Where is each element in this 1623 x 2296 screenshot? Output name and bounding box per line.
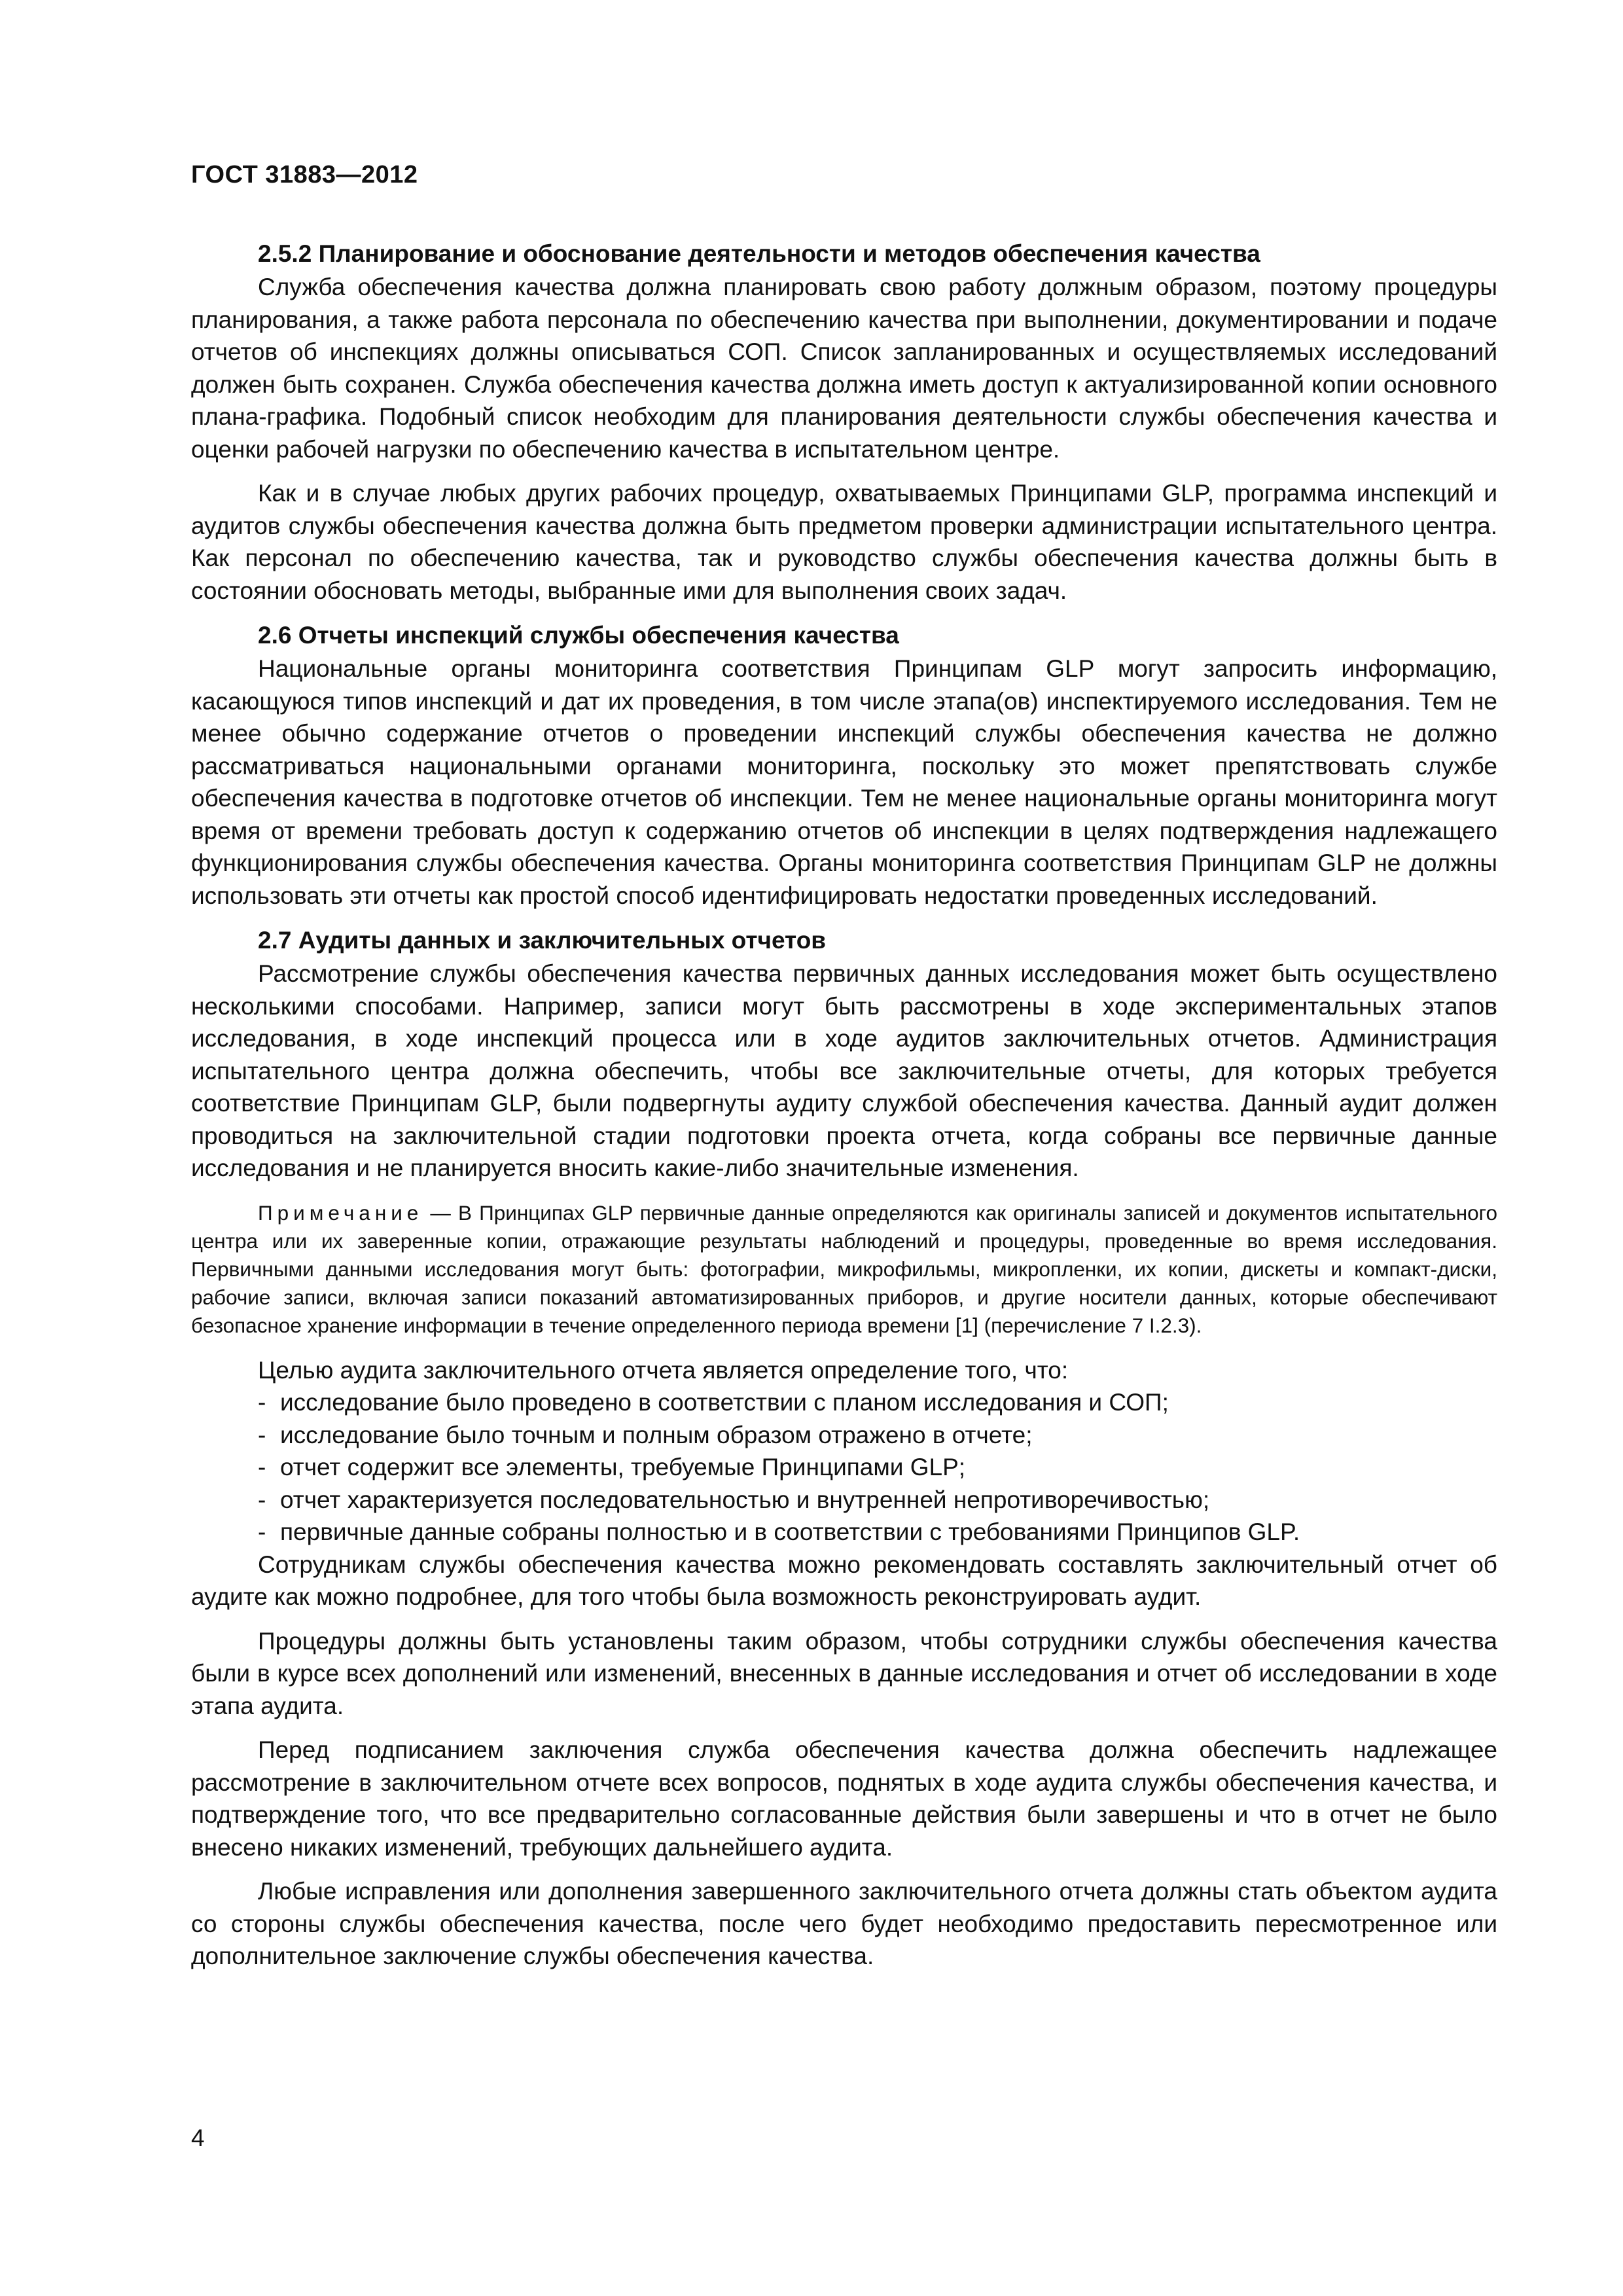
- paragraph: Как и в случае любых других рабочих процедур, охватываемых Принципами GLP, программа инспекций и аудитов службы обеспечения качества должна быть предметом проверки администрации испытательного центра. Как персонал по обеспечению качества, так и руководство службы обеспечения качества должны быть в состоянии обосновать методы, выбранные ими для выполнения своих задач.: [191, 480, 1497, 604]
- note-label: Примечание: [258, 1200, 423, 1225]
- standard-designation: ГОСТ 31883—2012: [191, 161, 418, 188]
- note-text: — В Принципах GLP первичные данные определяются как оригиналы записей и документов испытательного центра или их заверенные копии, отражающие результаты наблюдений и процедуры, проведенные во время исследования. Первичными данными исследования могут быть: фотографии, микрофильмы, микропленки, их копии, дискеты и компакт-диски, рабочие записи, включая записи показаний автоматизированных приборов, и другие носители данных, которые обеспечивают безопасное хранение информации в течение определенного периода времени [1] (перечисление 7 I.2.3).: [191, 1200, 1497, 1337]
- paragraph: Процедуры должны быть установлены таким образом, чтобы сотрудники службы обеспечения качества были в курсе всех дополнений или изменений, внесенных в данные исследования и отчет об исследовании в ходе этапа аудита.: [191, 1627, 1497, 1719]
- paragraph: Любые исправления или дополнения завершенного заключительного отчета должны стать объектом аудита со стороны службы обеспечения качества, после чего будет необходимо предоставить пересмотренное или дополнительное заключение службы обеспечения качества.: [191, 1878, 1497, 1969]
- section-heading-2-7: 2.7 Аудиты данных и заключительных отчетов: [258, 927, 827, 954]
- section-heading-2-5-2: 2.5.2 Планирование и обоснование деятельности и методов обеспечения качества: [258, 240, 1260, 267]
- section-heading-2-6: 2.6 Отчеты инспекций службы обеспечения качества: [258, 622, 899, 649]
- list-intro: Целью аудита заключительного отчета является определение того, что:: [258, 1356, 1069, 1384]
- paragraph: Рассмотрение службы обеспечения качества первичных данных исследования может быть осуществлено несколькими способами. Например, записи могут быть рассмотрены в ходе экспериментальных этапов исследования, в ходе инспекций процесса или в ходе аудитов заключительных отчетов. Администрация испытательного центра должна обеспечить, чтобы все заключительные отчеты, для которых требуется соответствие Принципам GLP, были подвергнуты аудиту службой обеспечения качества. Данный аудит должен проводиться на заключительной стадии подготовки проекта отчета, когда собраны все первичные данные исследования и не планируется вносить какие-либо значительные изменения.: [191, 960, 1497, 1181]
- page-number: 4: [191, 2125, 205, 2151]
- list-item: - первичные данные собраны полностью и в соответствии с требованиями Принципов GLP.: [258, 1518, 1300, 1545]
- paragraph: Сотрудникам службы обеспечения качества можно рекомендовать составлять заключительный отчет об аудите как можно подробнее, для того чтобы была возможность реконструировать аудит.: [191, 1551, 1497, 1610]
- list-item: - исследование было точным и полным образом отражено в отчете;: [258, 1421, 1033, 1448]
- list-item: - отчет содержит все элементы, требуемые Принципами GLP;: [258, 1454, 966, 1480]
- document-body: [191, 237, 1497, 1973]
- requirements-list: [191, 1386, 1497, 1549]
- list-item: - исследование было проведено в соответствии с планом исследования и СОП;: [258, 1389, 1169, 1416]
- paragraph: Перед подписанием заключения служба обеспечения качества должна обеспечить надлежащее рассмотрение в заключительном отчете всех вопросов, поднятых в ходе аудита службы обеспечения качества, и подтверждение того, что все предварительно согласованные действия были завершены и что в отчет не было внесено никаких изменений, требующих дальнейшего аудита.: [191, 1736, 1497, 1861]
- note: [191, 1199, 1497, 1340]
- paragraph: Национальные органы мониторинга соответствия Принципам GLP могут запросить информацию, касающуюся типов инспекций и дат их проведения, в том числе этапа(ов) инспектируемого исследования. Тем не менее обычно содержание отчетов о проведении инспекций службы обеспечения качества не должно рассматриваться национальными органами мониторинга, поскольку это может препятствовать службе обеспечения качества в подготовке отчетов об инспекции. Тем не менее национальные органы мониторинга могут время от времени требовать доступ к содержанию отчетов об инспекции в целях подтверждения надлежащего функционирования службы обеспечения качества. Органы мониторинга соответствия Принципам GLP не должны использовать эти отчеты как простой способ идентифицировать недостатки проведенных исследований.: [191, 655, 1497, 909]
- list-item: - отчет характеризуется последовательностью и внутренней непротиворечивостью;: [258, 1486, 1210, 1513]
- paragraph: Служба обеспечения качества должна планировать свою работу должным образом, поэтому процедуры планирования, а также работа персонала по обеспечению качества при выполнении, документировании и подаче отчетов об инспекциях должны описываться СОП. Список запланированных и осуществляемых исследований должен быть сохранен. Служба обеспечения качества должна иметь доступ к актуализированной копии основного плана-графика. Подобный список необходим для планирования деятельности службы обеспечения качества и оценки рабочей нагрузки по обеспечению качества в испытательном центре.: [191, 274, 1497, 463]
